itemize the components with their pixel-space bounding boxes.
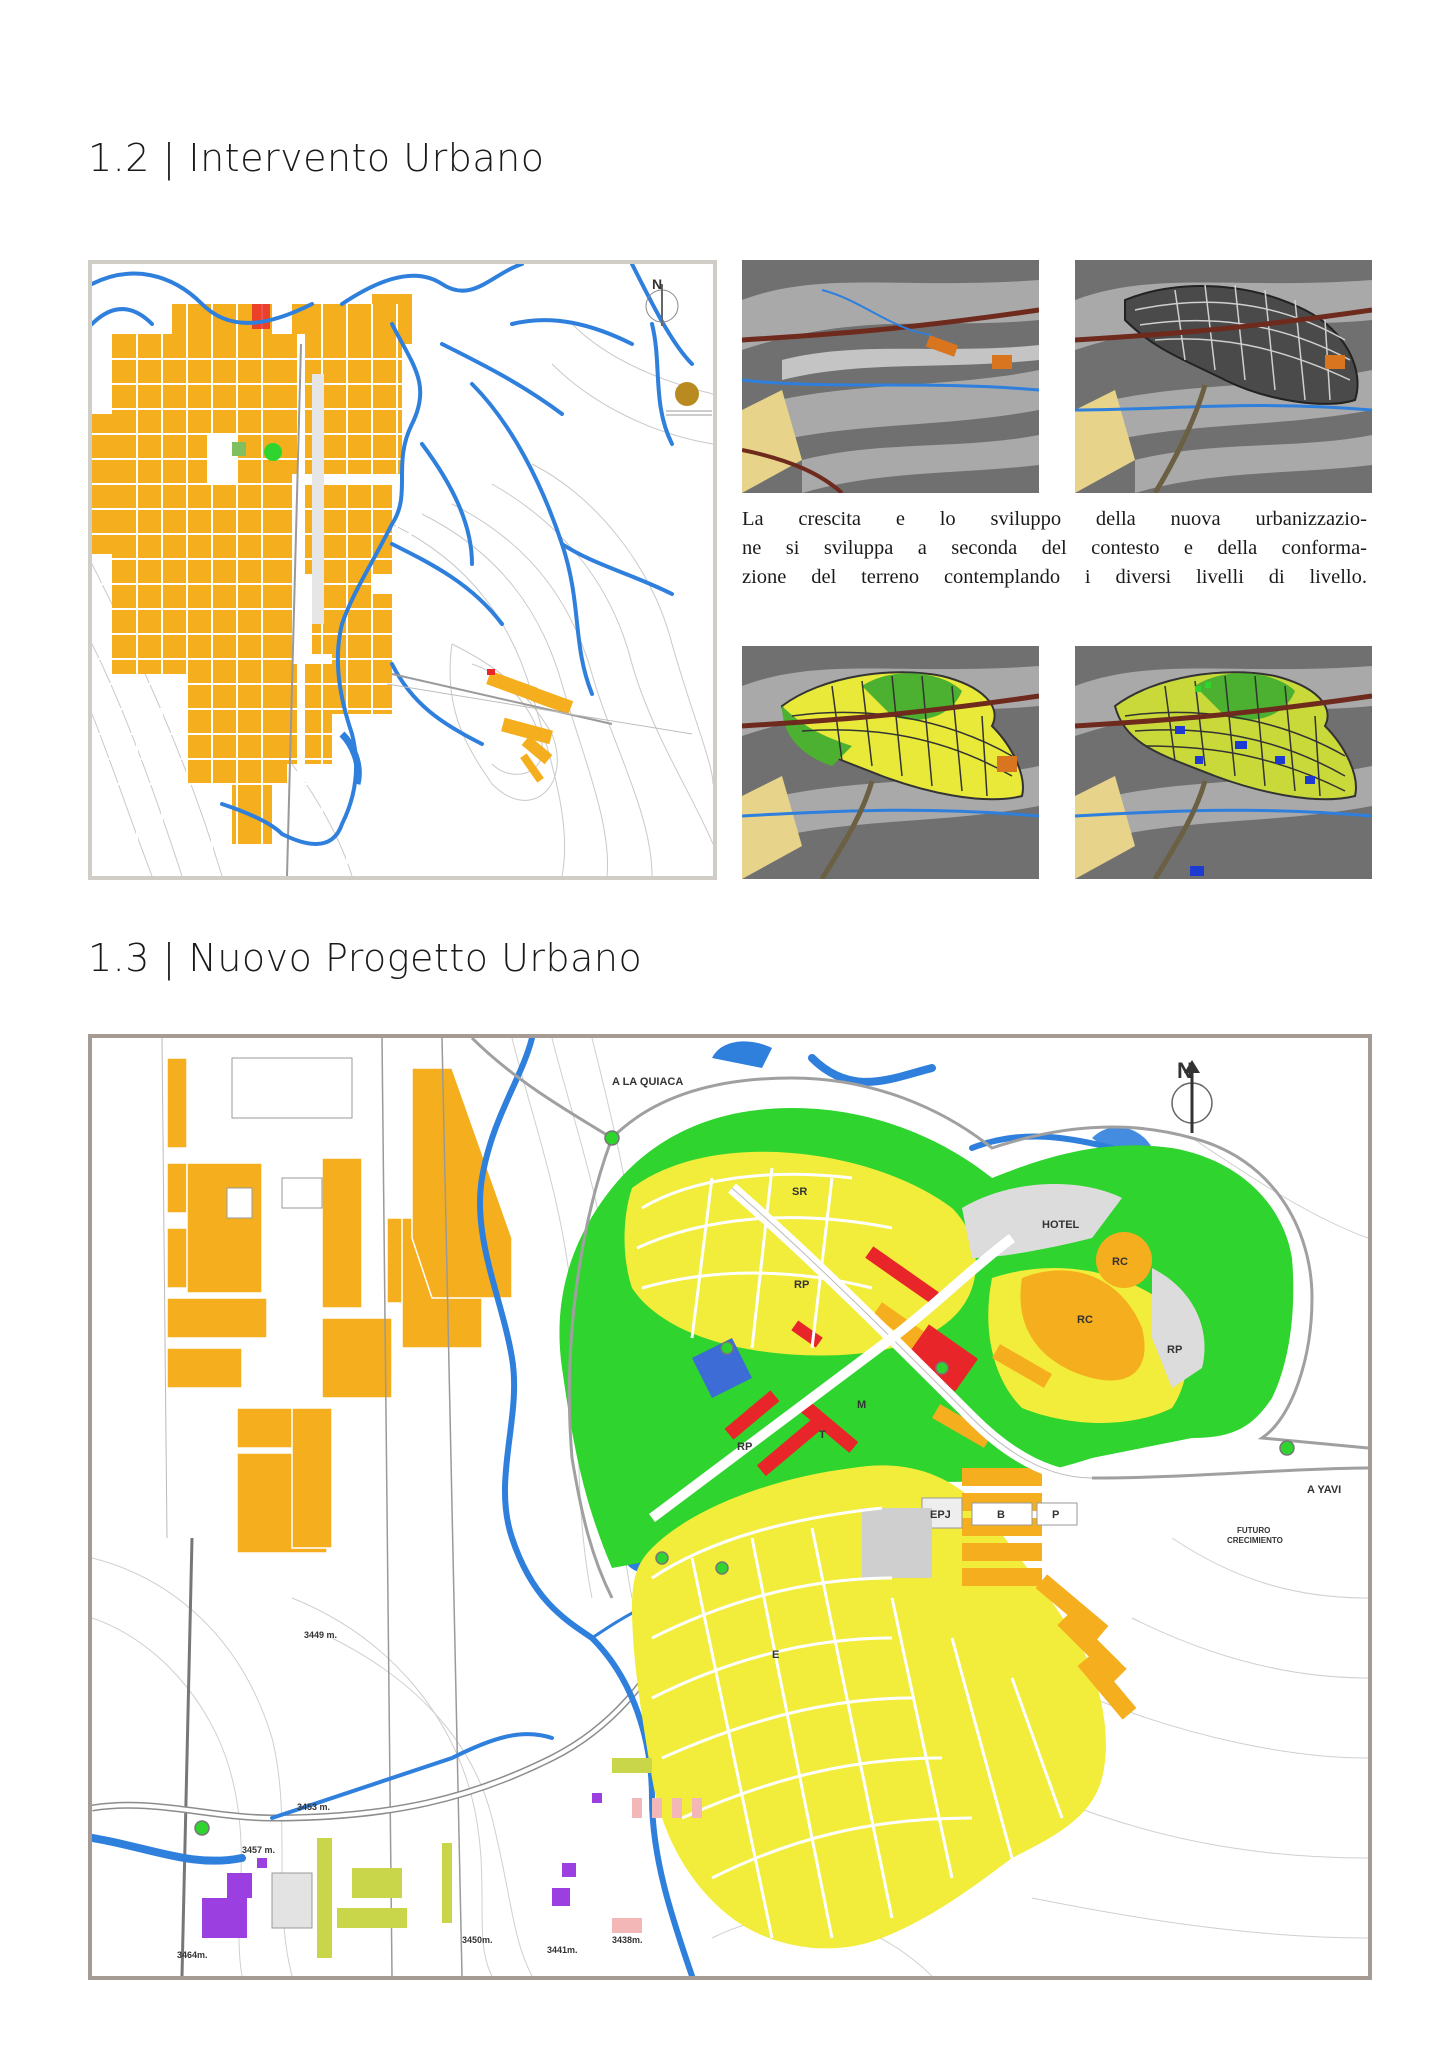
label-rp-2: RP — [794, 1279, 810, 1291]
label-e: E — [772, 1649, 780, 1661]
label-crecimiento: CRECIMIENTO — [1227, 1536, 1283, 1545]
label-alt-3457: 3457 m. — [242, 1845, 276, 1855]
label-alt-3450: 3450m. — [462, 1935, 493, 1945]
label-rc-1: RC — [1112, 1256, 1128, 1268]
description-line-3: zione del terreno contemplando i diversi livelli di livello. — [742, 566, 1367, 588]
label-rp-3: RP — [737, 1441, 753, 1453]
terrain-stage-4-image — [1075, 646, 1372, 879]
label-futuro: FUTURO — [1237, 1526, 1271, 1535]
terrain-stage-3-image — [742, 646, 1039, 879]
label-alt-3441: 3441m. — [547, 1945, 578, 1955]
label-alt-3453: 3453 m. — [297, 1802, 331, 1812]
existing-town-map — [88, 260, 717, 880]
label-rc-2: RC — [1077, 1314, 1093, 1326]
label-a-yavi: A YAVI — [1307, 1484, 1342, 1496]
label-epj: EPJ — [930, 1509, 951, 1521]
new-urban-plan-map — [88, 1034, 1372, 1980]
label-b: B — [997, 1509, 1005, 1521]
description-line-1: La crescita e lo sviluppo della nuova urbanizzazio- — [742, 508, 1367, 530]
label-alt-3464: 3464m. — [177, 1950, 208, 1960]
svg-text:N: N — [652, 276, 663, 292]
terrain-stage-1-image — [742, 260, 1039, 493]
section-title-intervento: 1.2 | Intervento Urbano — [88, 136, 545, 180]
label-alt-3449: 3449 m. — [304, 1630, 338, 1640]
label-m: M — [857, 1399, 867, 1411]
label-sr: SR — [792, 1186, 808, 1198]
label-rp-1: RP — [1167, 1344, 1183, 1356]
label-north: N — [1177, 1058, 1193, 1083]
label-a-la-quiaca: A LA QUIACA — [612, 1076, 684, 1088]
description-line-2: ne si sviluppa a seconda del contesto e della conforma- — [742, 537, 1367, 559]
label-alt-3438: 3438m. — [612, 1935, 643, 1945]
label-t: T — [819, 1429, 826, 1441]
section-title-nuovo-progetto: 1.3 | Nuovo Progetto Urbano — [88, 936, 643, 980]
label-p: P — [1052, 1509, 1060, 1521]
urbanization-description — [742, 505, 1367, 592]
terrain-stage-2-image — [1075, 260, 1372, 493]
label-hotel: HOTEL — [1042, 1219, 1080, 1231]
